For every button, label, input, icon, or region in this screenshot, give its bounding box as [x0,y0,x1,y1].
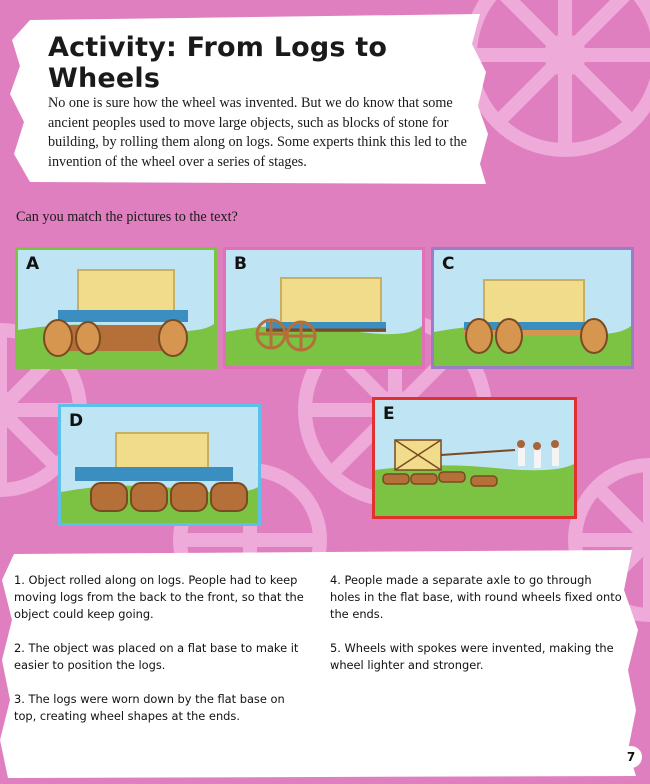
panel-b-illustration [226,250,422,366]
picture-panel-e[interactable] [372,397,577,519]
answer-item: 2. The object was placed on a flat base to make it easier to position the logs. [14,641,299,672]
panel-e-illustration [375,400,574,516]
intro-text: No one is sure how the wheel was invented. But we do know that some ancient peoples used to move large objects, such as blocks of stone for building, by rolling them along on logs. Some experts think this led to the invention of the wheel over a series of stages. [48,95,467,170]
answers-column-left [14,572,304,742]
picture-panel-b[interactable] [223,247,425,369]
picture-panel-c[interactable] [431,247,634,369]
panel-c-illustration [434,250,631,366]
picture-panel-d[interactable] [58,404,261,526]
answer-item: 3. The logs were worn down by the flat base on top, creating wheel shapes at the ends. [14,692,285,723]
answer-item: 4. People made a separate axle to go through holes in the flat base, with round wheels fixed onto the ends. [330,573,622,621]
panel-d-illustration [61,407,258,523]
answers-column-right [330,572,625,691]
panel-label-d: D [69,411,84,431]
picture-panel-a[interactable] [15,247,217,369]
answer-item: 5. Wheels with spokes were invented, making the wheel lighter and stronger. [330,641,614,672]
answer-item: 1. Object rolled along on logs. People had to keep moving logs from the back to the front, so that the object could keep going. [14,573,304,621]
panel-label-b: B [234,254,247,274]
panel-a-illustration [18,250,214,366]
activity-prompt: Can you match the pictures to the text? [16,209,238,225]
page-number: 7 [620,746,642,768]
title-box [10,14,490,186]
panel-label-e: E [383,404,395,424]
page-title: Activity: From Logs to Wheels [48,32,388,94]
answers-box [0,550,640,778]
panel-label-c: C [442,254,455,274]
panel-label-a: A [26,254,40,274]
